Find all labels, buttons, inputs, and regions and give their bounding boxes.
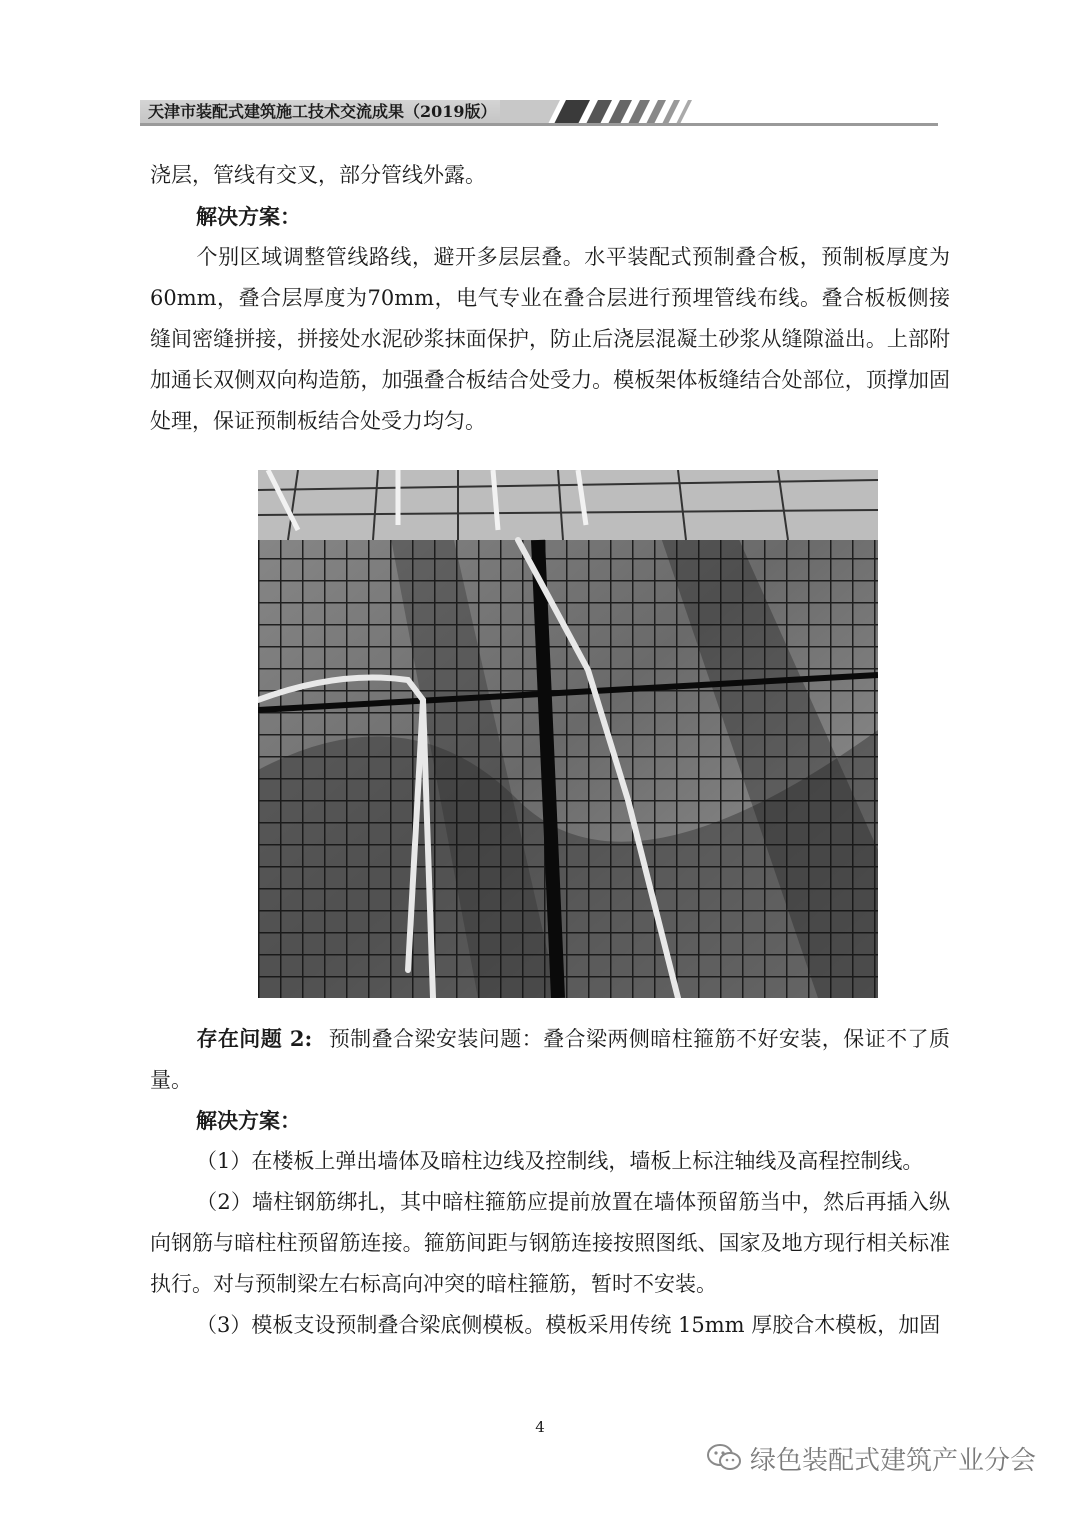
watermark-text: 绿色装配式建筑产业分会: [750, 1445, 1037, 1476]
header-stripes: [500, 100, 740, 124]
step3-paragraph: [150, 1305, 950, 1346]
step2-paragraph: [150, 1182, 950, 1305]
step2-text: （2）墙柱钢筋绑扎，其中暗柱箍筋应提前放置在墙体预留筋当中，然后再插入纵向钢筋与暗柱柱预留筋连接。箍筋间距与钢筋连接按照图纸、国家及地方现行相关标准执行。对与预制梁左右标高向冲突的暗柱箍筋，暂时不安装。: [150, 1190, 950, 1296]
header-title: 天津市装配式建筑施工技术交流成果（2019版）: [148, 102, 497, 121]
rebar-mesh-illustration: [258, 470, 878, 998]
page-header: [140, 100, 938, 124]
problem2-text: 预制叠合梁安装问题：叠合梁两侧暗柱箍筋不好安装，保证不了质量。: [150, 1027, 950, 1092]
continuation-line: 浇层，管线有交叉，部分管线外露。: [150, 163, 486, 187]
solution1-heading-line: [150, 196, 950, 238]
problem2-label: 存在问题 2:: [196, 1026, 313, 1051]
step1-text: （1）在楼板上弹出墙体及暗柱边线及控制线，墙板上标注轴线及高程控制线。: [196, 1149, 924, 1173]
header-rule: [140, 123, 938, 126]
wechat-icon: [706, 1443, 742, 1473]
page-number: 4: [535, 1418, 545, 1436]
solution1-heading: 解决方案：: [196, 204, 301, 229]
solution1-text: 个别区域调整管线路线，避开多层层叠。水平装配式预制叠合板，预制板厚度为60mm，叠合层厚度为70mm，电气专业在叠合层进行预埋管线布线。叠合板板侧接缝间密缝拼接，拼接处水泥砂浆抹面保护，防止后浇层混凝土砂浆从缝隙溢出。上部附加通长双侧双向构造筋，加强叠合板结合处受力。模板架体板缝结合处部位，顶撑加固处理，保证预制板结合处受力均匀。: [150, 245, 950, 433]
step3-text: （3）模板支设预制叠合梁底侧模板。模板采用传统 15mm 厚胶合木模板，加固: [196, 1313, 941, 1337]
step1-paragraph: [150, 1141, 950, 1182]
solution2-heading-line: [150, 1100, 950, 1142]
watermark: [706, 1440, 1036, 1476]
problem2-paragraph: [150, 1018, 950, 1101]
solution1-paragraph: [150, 237, 950, 442]
solution2-heading: 解决方案：: [196, 1108, 301, 1133]
continuation-text: [150, 155, 950, 196]
rebar-photo: [258, 470, 878, 998]
